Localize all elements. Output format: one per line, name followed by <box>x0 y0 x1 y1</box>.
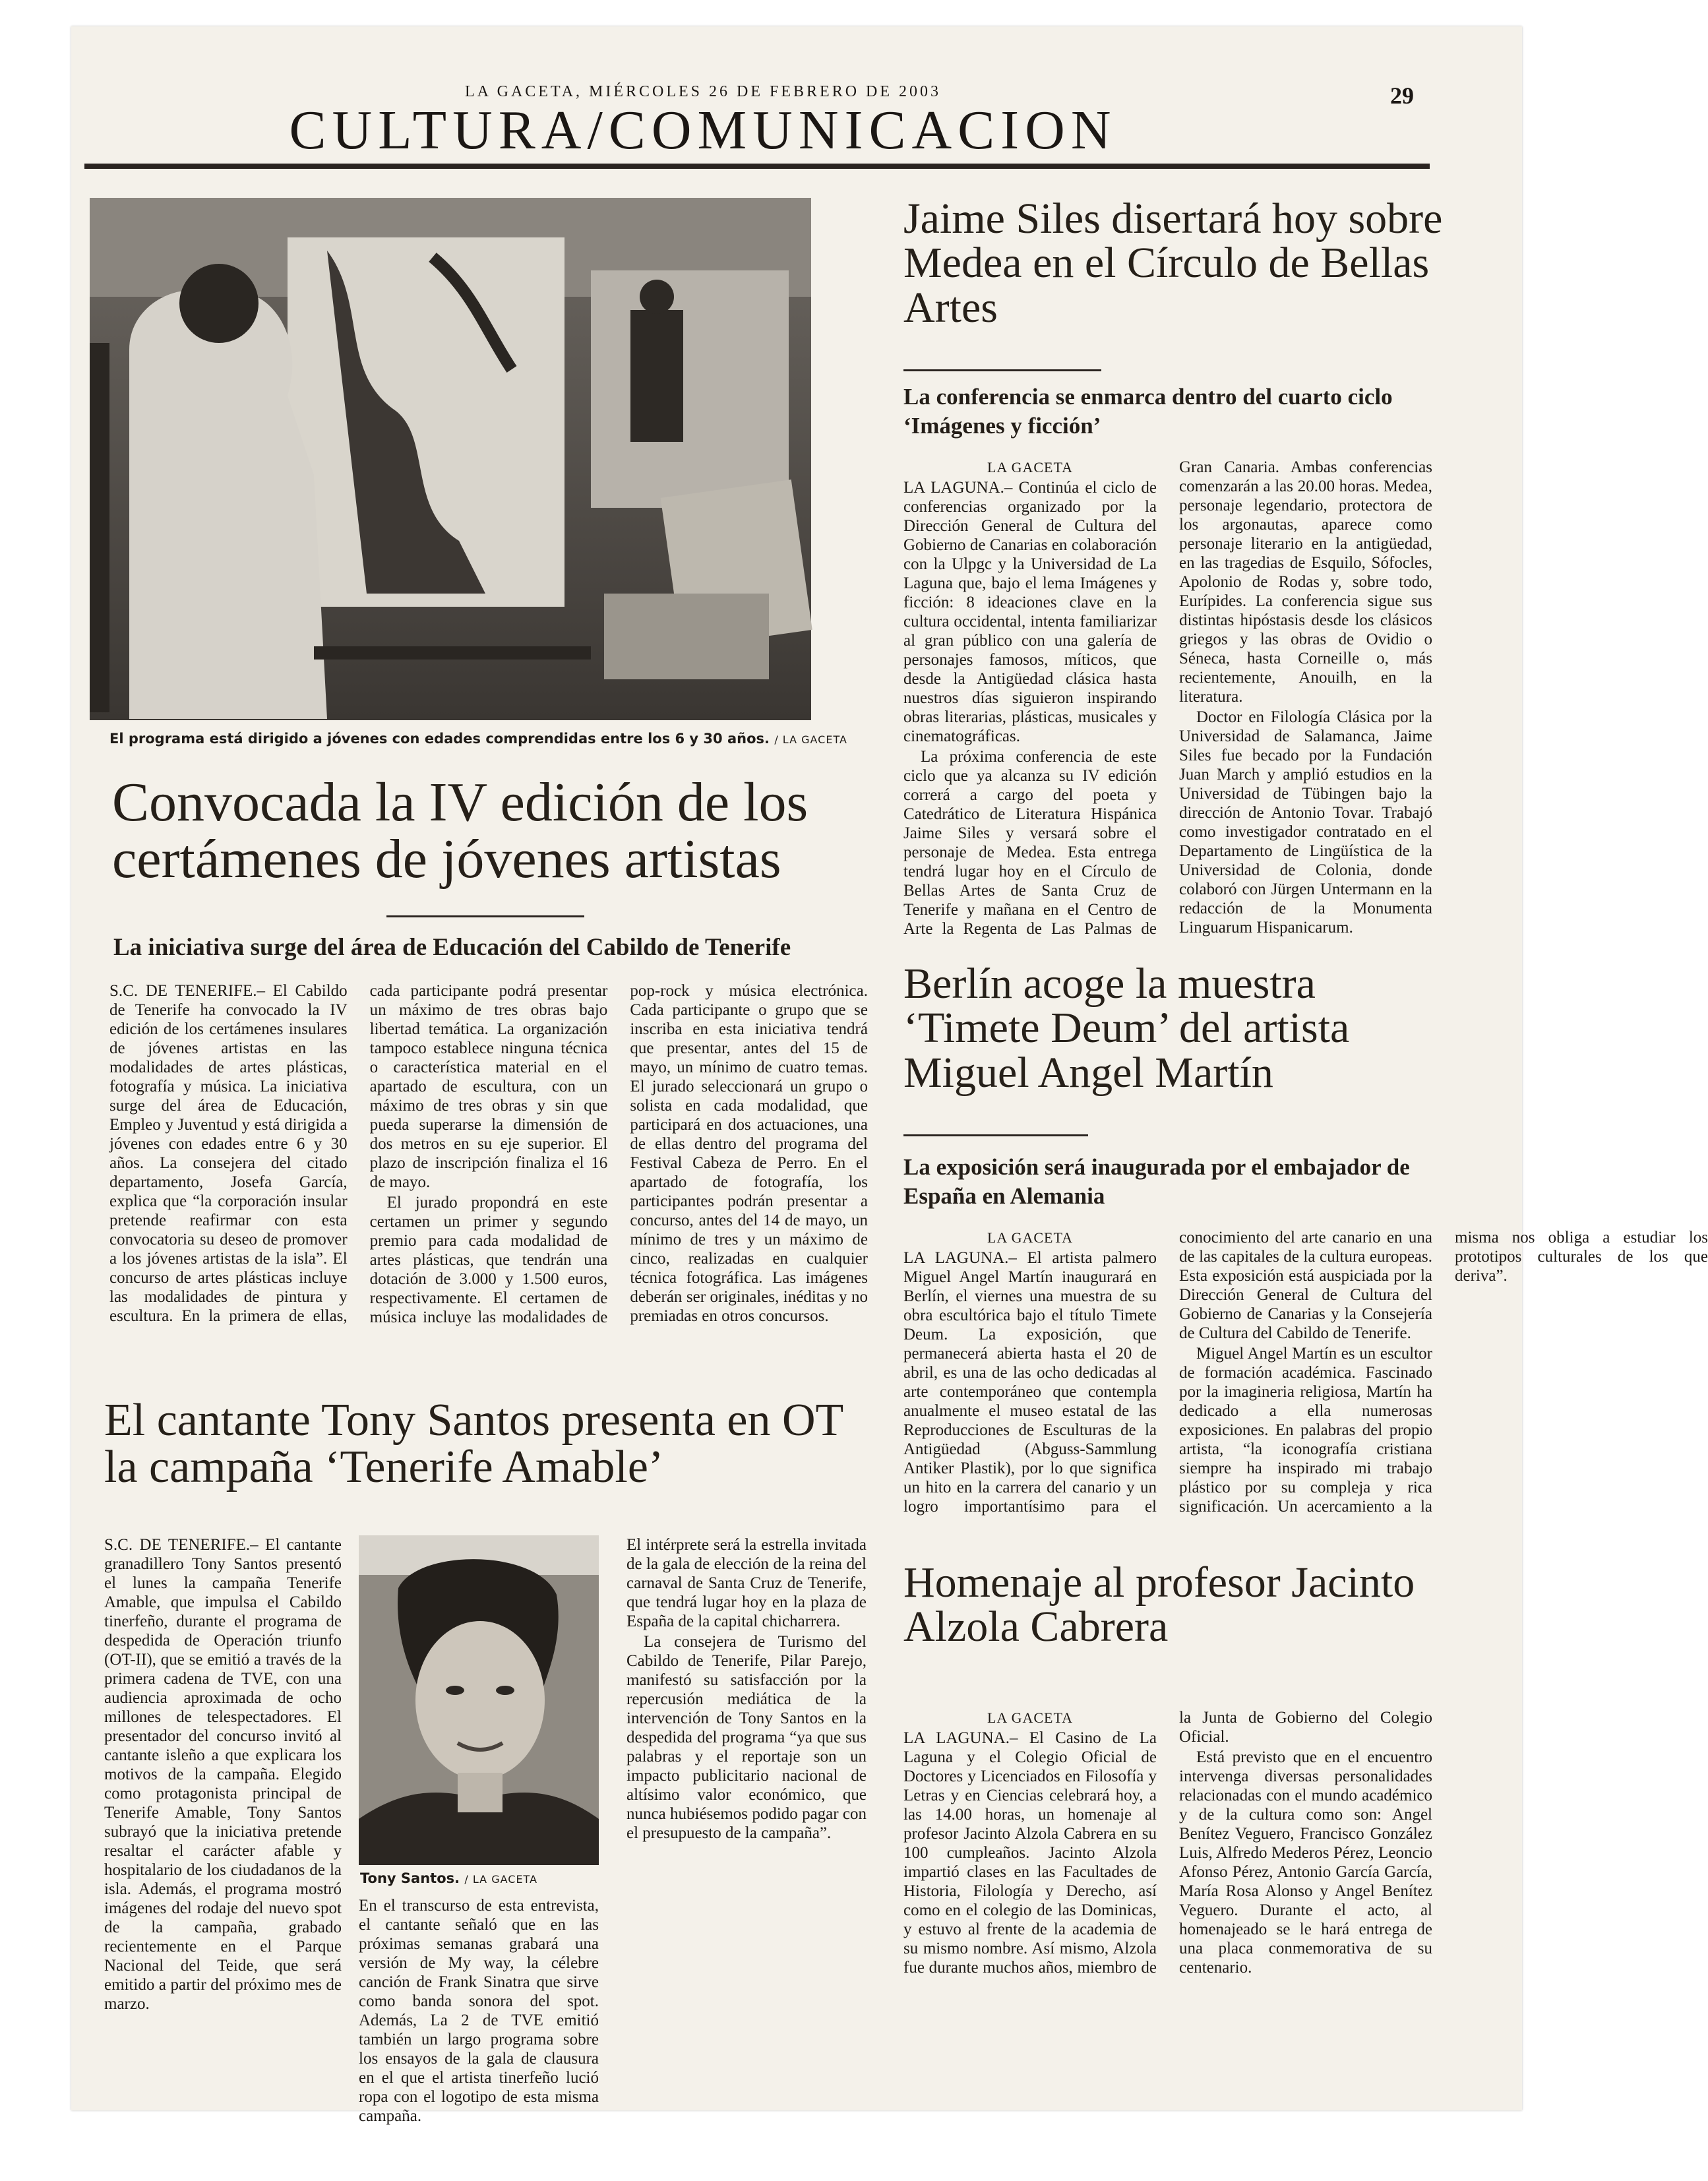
berlin-headline: Berlín acoge la muestra ‘Timete Deum’ del artista Miguel Angel Martín <box>903 960 1350 1097</box>
siles-rule <box>903 369 1101 371</box>
alzola-body <box>903 1708 1432 2018</box>
santos-photo <box>359 1535 599 1865</box>
certamenes-body <box>109 981 868 1390</box>
berlin-paragraph-1: LA LAGUNA.– El artista palmero Miguel Angel Martín inaugurará en Berlín, el viernes una muestra de su obra escultórica bajo el título Timete Deum. La exposición, que permanecerá abierta hasta el 20 de abril, es una de las ocho dedicadas al arte contemporáneo que contempla anualmente el museo estatal de las Reproducciones de Esculturas de la Antigüedad (Abguss-Sammlung Antiker Plastik), por lo que significa un hito en la carrera del canario y un logro importantísimo para el conocimiento del arte canario en una de las capitales de la cultura europeas. Esta exposición está auspiciada por la Dirección General de Cultura del Gobierno de Canarias y la Consejería de Cultura del Cabildo de Tenerife. <box>903 1229 1432 1516</box>
santos-col-3 <box>626 1535 867 1844</box>
certamenes-subhead: La iniciativa surge del área de Educación del Cabildo de Tenerife <box>113 934 791 961</box>
santos-caption-text: Tony Santos. <box>360 1870 460 1886</box>
berlin-credit: LA GACETA <box>987 1229 1074 1246</box>
alzola-paragraph-1: LA LAGUNA.– El Casino de La Laguna y el Colegio Oficial de Doctores y Licenciados en Filosofía y Letras y en Ciencias celebrará hoy, a las 14.00 horas, un homenaje al profesor Jacinto Alzola Cabrera en su 100 cumpleaños. Jacinto Alzola impartió clases en las Facultades de Historia, Filología y Derecho, así como en el colegio de las Dominicas, y estuvo al frente de la academia de su mismo nombre. Así mismo, Alzola fue durante muchos años, miembro de la Junta de Gobierno del Colegio Oficial. <box>903 1709 1432 1977</box>
siles-subhead: La conferencia se enmarca dentro del cuarto ciclo ‘Imágenes y ficción’ <box>903 384 1393 439</box>
certamenes-headline: Convocada la IV edición de los certámenes de jóvenes artistas <box>112 772 808 890</box>
siles-body <box>903 458 1432 975</box>
alzola-paragraph-2: Está previsto que en el encuentro intervenga diversas personalidades relacionadas con el mundo académico y de la cultura como son: Angel Benítez Veguero, Francisco González Luis, Alfredo Mederos Pérez, Leoncio Afonso Pérez, Antonio García García, María Rosa Alonso y Angel Benítez Veguero. Durante el acto, al homenajeado se le hará entrega de una placa conmemorativa de su centenario. <box>1179 1748 1432 1977</box>
art-studio-caption <box>109 731 847 747</box>
section-title: CULTURA/COMUNICACION <box>289 100 1117 161</box>
santos-caption <box>360 1870 597 1886</box>
siles-credit: LA GACETA <box>987 459 1074 476</box>
art-studio-image <box>90 198 811 720</box>
siles-paragraph-3: Doctor en Filología Clásica por la Universidad de Salamanca, Jaime Siles fue becado por la Fundación Juan March y amplió estudios en la Universidad de Tübingen bajo la dirección de Antonio Tovar. Trabajó como investigador contratado en el Departamento de Lingüística de la Universidad de Colonia, donde colaboró con Jürgen Untermann en la redacción de la Monumenta Linguarum Hispanicarum. <box>1179 708 1432 937</box>
santos-paragraph-2: En el transcurso de esta entrevista, el cantante señaló que en las próximas semanas grabará una versión de My way, la célebre canción de Frank Sinatra que sirve como banda sonora del spot. Además, La 2 de TVE emitió también un largo programa sobre los ensayos de la gala de clausura en el que el artista tinerfeño lució ropa con el logotipo de esta misma campaña. <box>359 1897 599 2125</box>
santos-col-1 <box>104 1535 342 2015</box>
masthead-rule <box>84 164 1430 169</box>
art-studio-photo <box>90 198 811 720</box>
siles-paragraph-1: LA LAGUNA.– Continúa el ciclo de conferencias organizado por la Dirección General de Cultura del Gobierno de Canarias en colaboración con la Ulpgc y la Universidad de La Laguna que, bajo el lema Imágenes y ficción: 8 ideaciones clave en la cultura occidental, intenta familiarizar al gran público con una galería de personajes famosos, míticos, que desde la Antigüedad clásica hasta nuestros días siguieron inspirando obras literarias, plásticas, musicales y cinematográficas. <box>903 479 1157 745</box>
dateline: LA GACETA, MIÉRCOLES 26 DE FEBRERO DE 2003 <box>464 83 942 100</box>
certamenes-paragraph-1: S.C. DE TENERIFE.– El Cabildo de Tenerife ha convocado la IV edición de los certámenes insulares de jóvenes artistas en las modalidades de artes plásticas, fotografía y música. La iniciativa surge del área de Educación, Empleo y Juventud y está dirigida a jóvenes con edades entre 6 y 30 años. La consejera del citado departamento, Josefa García, explica que “la corporación insular pretende reafirmar con esta convocatoria su deseo de promover a los jóvenes artistas de la isla”. El concurso de artes plásticas incluye las modalidades de pintura y escultura. En la primera de ellas, cada participante podrá presentar un máximo de tres obras bajo libertad temática. La organización tampoco establece ninguna técnica o característica material en el apartado de escultura, con un máximo de tres obras y sin que pueda superarse la dimensión de dos metros en su eje superior. El plazo de inscripción finaliza el 16 de mayo. <box>109 982 608 1325</box>
art-studio-caption-text: El programa está dirigido a jóvenes con edades comprendidas entre los 6 y 30 años. <box>109 731 770 747</box>
certamenes-paragraph-2: El jurado propondrá en este certamen un primer y segundo premio para cada modalidad de artes plásticas, que tendrán una dotación de 3.000 y 1.500 euros, respectivamente. El certamen de música incluye las modalidades de pop-rock y música electrónica. Cada participante o grupo que se inscriba en esta iniciativa tendrá que presentar, antes del 15 de mayo, un mínimo de cuatro temas. El jurado seleccionará un grupo o solista en cada modalidad, que participará en dos actuaciones, una de ellas dentro del programa del Festival Cabeza de Perro. En el apartado de fotografía, los participantes podrán presentar a concurso, antes del 14 de mayo, un mínimo de tres y un máximo de cinco, realizadas en cualquier técnica fotográfica. Las imágenes deberán ser originales, inéditas y no premiadas en otros concursos. <box>369 982 868 1326</box>
berlin-body <box>903 1228 1708 1531</box>
santos-paragraph-4: La consejera de Turismo del Cabildo de Tenerife, Pilar Parejo, manifestó su satisfacción por la repercusión mediática de la intervención de Tony Santos en la despedida del programa “ya que sus palabras y el reportaje son un impacto publicitario nacional de altísimo valor económico, que nunca hubiésemos podido pagar con el presupuesto de la campaña”. <box>626 1633 867 1842</box>
art-studio-caption-source: / LA GACETA <box>774 733 847 746</box>
santos-paragraph-1: S.C. DE TENERIFE.– El cantante granadillero Tony Santos presentó el lunes la campaña Tenerife Amable, que impulsa el Cabildo tinerfeño, durante el programa de despedida de Operación triunfo (OT-II), que se emitió a través de la primera cadena de TVE, con una audiencia aproximada de ocho millones de telespectadores. El presentador del concurso invitó al cantante isleño a que explicara los motivos de la campaña. Elegido como protagonista principal de Tenerife Amable, Tony Santos subrayó que la iniciativa pretende resaltar el carácter afable y hospitalario de los ciudadanos de la isla. Además, el programa mostró imágenes del rodaje del nuevo spot de la campaña, grabado recientemente en el Parque Nacional del Teide, que será emitido a partir del próximo mes de marzo. <box>104 1536 342 2013</box>
santos-col-2 <box>359 1896 599 2127</box>
page-number: 29 <box>1390 82 1414 109</box>
alzola-headline: Homenaje al profesor Jacinto Alzola Cabrera <box>903 1558 1415 1651</box>
siles-paragraph-2: La próxima conferencia de este ciclo que ya alcanza su IV edición correrá a cargo del poeta y Catedrático de Literatura Hispánica Jaime Siles y versará sobre el personaje de Medea. Esta entrega tendrá lugar hoy en el Círculo de Bellas Artes de Santa Cruz de Tenerife y mañana en el Centro de Arte la Regenta de Las Palmas de Gran Canaria. Ambas conferencias comenzarán a las 20.00 horas. Medea, personaje legendario, protectora de los argonautas, aparece como personaje literario en la antigüedad, en las tragedias de Esquilo, Sófocles, Apolonio de Rodas y, sobre todo, Eurípides. La conferencia sigue sus distintas hipóstasis desde los clásicos griegos y las obras de Ovidio o Séneca, hasta Corneille o, más recientemente, Anouilh, en la literatura. <box>903 458 1432 938</box>
berlin-paragraph-2: Miguel Angel Martín es un escultor de formación académica. Fascinado por la imagineria religiosa, Martín ha dedicado a ella numerosas exposiciones. En palabras del propio artista, “la iconografía cristiana siempre ha inspirado mi trabajo plástico por su compleja y rica significación. Un acercamiento a la misma nos obliga a estudiar los prototipos culturales de los que deriva”. <box>1179 1229 1708 1516</box>
berlin-rule <box>903 1134 1088 1136</box>
santos-headline: El cantante Tony Santos presenta en OT la campaña ‘Tenerife Amable’ <box>104 1395 843 1493</box>
siles-headline: Jaime Siles disertará hoy sobre Medea en el Círculo de Bellas Artes <box>903 195 1443 332</box>
santos-paragraph-3: El intérprete será la estrella invitada de la gala de elección de la reina del carnaval de Santa Cruz de Tenerife, que tendrá lugar hoy en la plaza de España de la capital chicharrera. <box>626 1536 867 1630</box>
santos-caption-source: / LA GACETA <box>464 1873 538 1886</box>
berlin-subhead: La exposición será inaugurada por el embajador de España en Alemania <box>903 1154 1410 1209</box>
newspaper-page <box>71 26 1708 2125</box>
alzola-credit: LA GACETA <box>987 1709 1074 1726</box>
certamenes-rule <box>386 915 584 917</box>
santos-portrait-image <box>359 1535 599 1865</box>
